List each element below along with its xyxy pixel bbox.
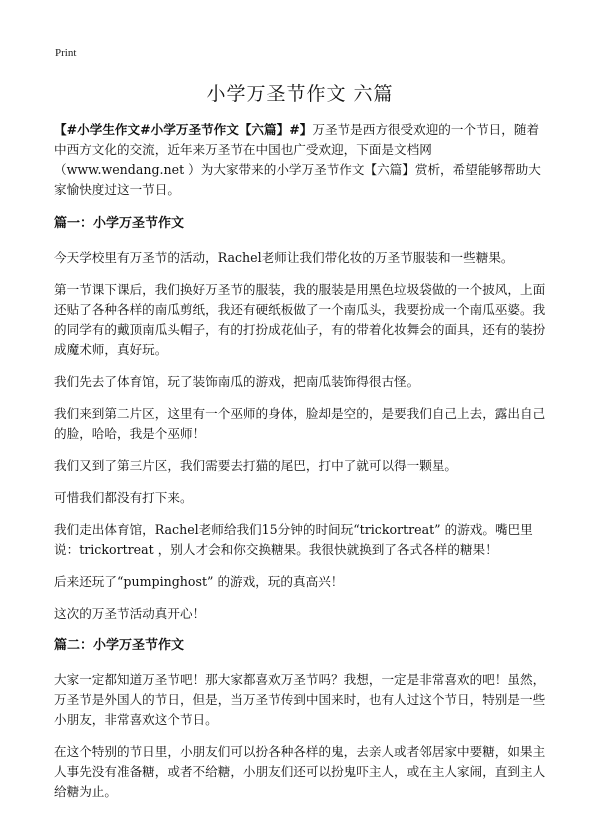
document-body xyxy=(54,120,550,814)
paragraph: 在这个特别的节日里，小朋友们可以扮各种各样的鬼，去亲人或者邻居家中要糖，如果主人事先没有准备糖，或者不给糖，小朋友们还可以扮鬼吓主人，或在主人家闹，直到主人给糖为止。 xyxy=(54,744,546,799)
intro-text: 万圣节是西方很受欢迎的一个节日，随着中西方文化的交流，近年来万圣节在中国也广受欢迎，下面是文档网（www.wendang.net ）为大家带来的小学万圣节作文【六篇】赏析，希望能够帮助大家愉快度过这一节日。 xyxy=(54,122,541,197)
section-heading-2: 篇二：小学万圣节作文 xyxy=(54,638,185,653)
paragraph: 第一节课下课后，我们换好万圣节的服装，我的服装是用黑色垃圾袋做的一个披风，上面还贴了各种各样的南瓜剪纸，我还有硬纸板做了一个南瓜头，我要扮成一个南瓜巫婆。我的同学有的戴顶南瓜头帽子，有的打扮成花仙子，有的带着化妆舞会的面具，还有的装扮成魔术师，真好玩。 xyxy=(54,282,546,357)
intro-paragraph xyxy=(54,120,550,200)
print-label: Print xyxy=(55,47,77,59)
paragraph: 今天学校里有万圣节的活动，Rachel老师让我们带化妆的万圣节服装和一些糖果。 xyxy=(54,250,514,265)
paragraph: 我们来到第二片区，这里有一个巫师的身体，脸却是空的，是要我们自己上去，露出自己的脸，哈哈，我是个巫师！ xyxy=(54,406,546,441)
intro-tag: 【#小学生作文#小学万圣节作文【六篇】#】 xyxy=(54,122,313,137)
paragraph: 后来还玩了“pumpinghost” 的游戏，玩的真高兴！ xyxy=(54,574,344,589)
paragraph: 这次的万圣节活动真开心！ xyxy=(54,606,206,621)
paragraph: 我们先去了体育馆，玩了装饰南瓜的游戏，把南瓜装饰得很古怪。 xyxy=(54,374,420,389)
paragraph: 大家一定都知道万圣节吧！那大家都喜欢万圣节吗？我想，一定是非常喜欢的吧！虽然，万圣节是外国人的节日，但是，当万圣节传到中国来时，也有人过这个节日，特别是一些小朋友，非常喜欢这个节日。 xyxy=(54,672,546,727)
paragraph: 可惜我们都没有打下来。 xyxy=(54,490,193,505)
paragraph: 我们走出体育馆，Rachel老师给我们15分钟的时间玩“trickortreat” 的游戏。嘴巴里说：trickortreat ，别人才会和你交换糖果。我很快就换到了各式各样的糖果！ xyxy=(54,522,533,557)
page-title: 小学万圣节作文 六篇 xyxy=(206,83,394,105)
paragraph: 我们又到了第三片区，我们需要去打猫的尾巴，打中了就可以得一颗星。 xyxy=(54,458,457,473)
section-heading-1: 篇一：小学万圣节作文 xyxy=(54,216,185,231)
